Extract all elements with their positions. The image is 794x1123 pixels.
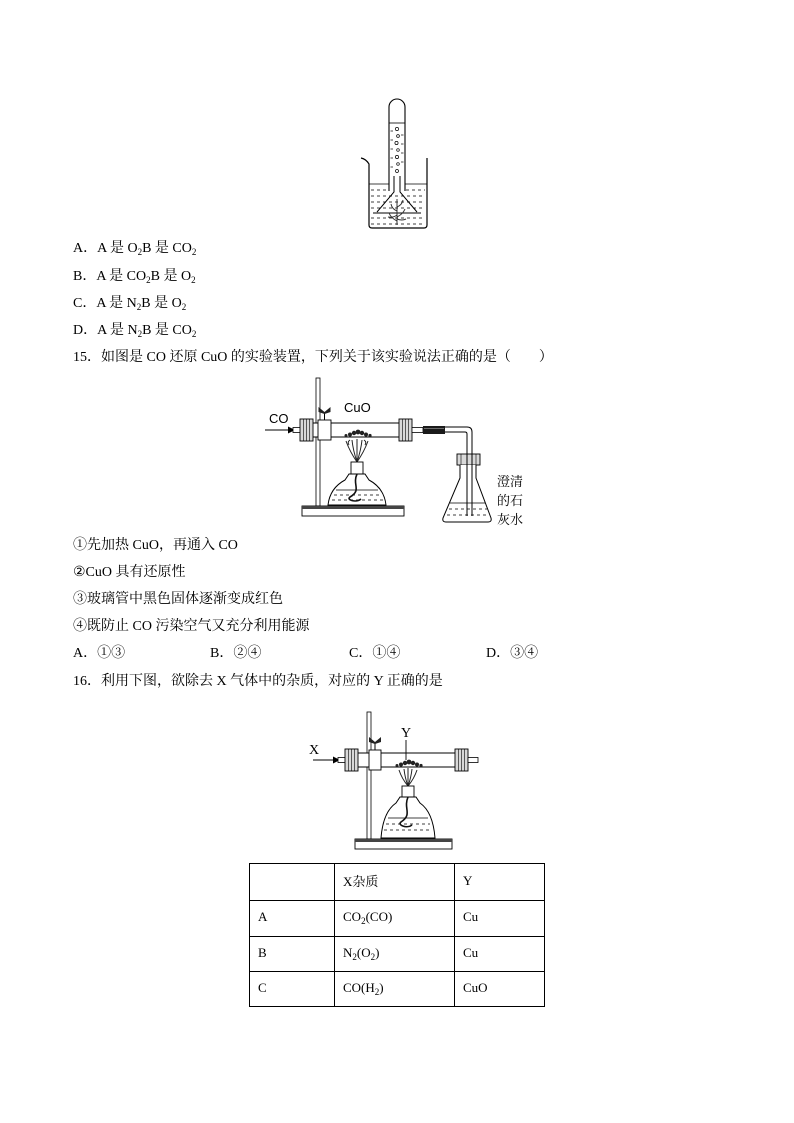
flame xyxy=(346,439,368,462)
flask-stopper xyxy=(457,454,480,465)
left-stopper xyxy=(300,419,313,441)
row-gas-impurity: $CO_2(CO)$ xyxy=(335,901,455,937)
alcohol-lamp xyxy=(381,786,435,838)
outlet-glass-tube xyxy=(468,758,478,763)
row-gas-impurity: $CO(H_2)$ xyxy=(335,972,455,1007)
figure-co-reduce-cuo-apparatus xyxy=(262,374,530,530)
flame xyxy=(399,768,417,786)
row-reagent: Cu xyxy=(455,937,545,972)
q14-option-d: D．A 是 $N_2B$ 是 $CO_2$ xyxy=(73,323,197,339)
left-stopper xyxy=(345,749,358,771)
table-header-row xyxy=(250,864,545,901)
right-stopper xyxy=(455,749,468,771)
label-co: CO xyxy=(269,411,289,426)
tube-clamp xyxy=(369,737,381,770)
q14-option-b: B．A 是 $CO_2B$ 是 $O_2$ xyxy=(73,269,196,285)
q16-stem: 16．利用下图，欲除去 X 气体中的杂质，对应的 Y 正确的是 xyxy=(73,674,443,689)
label-limewater-line-1: 澄清 xyxy=(497,475,524,490)
header-cell-option xyxy=(250,864,335,901)
q15-statement-1: ①先加热 CuO，再通入 CO xyxy=(73,538,238,553)
table-row xyxy=(250,901,545,937)
label-limewater-line-2: 的石 xyxy=(497,494,524,509)
answer-table xyxy=(249,863,545,1007)
q15-choice-d: D．③④ xyxy=(486,646,539,661)
q15-choice-c: C．①④ xyxy=(349,646,401,661)
label-x: X xyxy=(309,743,320,758)
header-cell-reagent: Y xyxy=(455,864,545,901)
row-label: C xyxy=(250,972,335,1007)
q15-choice-a: A．①③ xyxy=(73,646,126,661)
test-tube xyxy=(389,99,405,191)
q14-option-a: A．A 是 $O_2B$ 是 $CO_2$ xyxy=(73,241,197,257)
right-stopper xyxy=(399,419,412,441)
gas-inlet-arrow xyxy=(265,427,295,434)
row-reagent: Cu xyxy=(455,901,545,937)
q15-statement-2: ②CuO 具有还原性 xyxy=(73,565,186,580)
header-cell-gas-impurity: X杂质 xyxy=(335,864,455,901)
label-limewater-line-3: 灰水 xyxy=(497,513,524,528)
alcohol-lamp xyxy=(328,462,386,505)
rubber-tube xyxy=(423,426,445,434)
row-label: B xyxy=(250,937,335,972)
q15-choice-b: B．②④ xyxy=(210,646,262,661)
row-gas-impurity: $N_2(O_2)$ xyxy=(335,937,455,972)
figure-test-tube-in-beaker xyxy=(355,95,435,233)
table-row xyxy=(250,937,545,972)
row-label: A xyxy=(250,901,335,937)
figure-gas-purification-apparatus xyxy=(305,708,485,856)
row-reagent: CuO xyxy=(455,972,545,1007)
table-row xyxy=(250,972,545,1007)
label-cuo: CuO xyxy=(344,400,371,415)
q15-statement-4: ④既防止 CO 污染空气又充分利用能源 xyxy=(73,619,310,634)
tube-clamp xyxy=(318,407,331,440)
q14-option-c: C．A 是 $N_2B$ 是 $O_2$ xyxy=(73,296,187,312)
label-y: Y xyxy=(401,726,412,741)
outlet-glass-tube xyxy=(412,428,423,433)
aquatic-plant xyxy=(388,199,406,225)
q15-stem: 15．如图是 CO 还原 CuO 的实验装置，下列关于该实验说法正确的是（ ） xyxy=(73,350,553,365)
q15-statement-3: ③玻璃管中黑色固体逐渐变成红色 xyxy=(73,592,283,607)
